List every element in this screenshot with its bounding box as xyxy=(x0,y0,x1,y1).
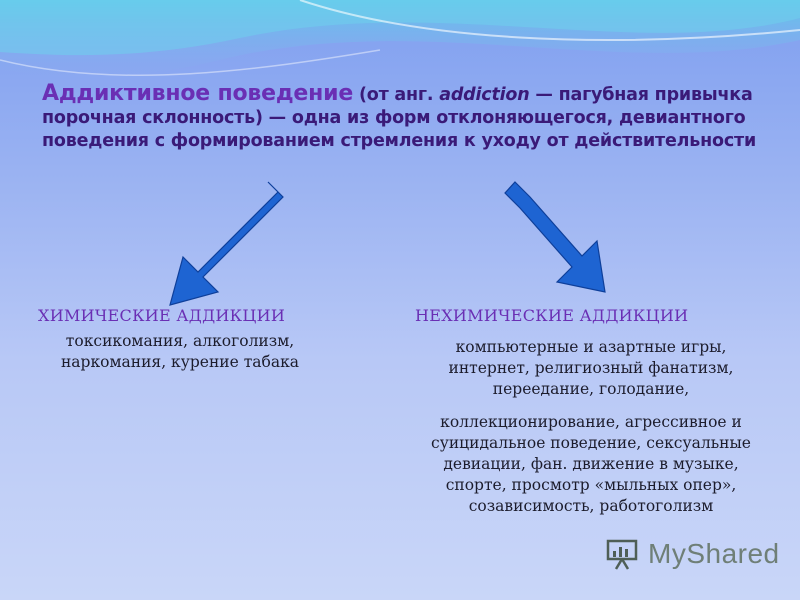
myshared-logo xyxy=(606,534,780,574)
title-def-word: addiction xyxy=(439,85,530,105)
nonchemical-line-5: суицидальное поведение, сексуальные xyxy=(431,434,751,452)
left-arrow xyxy=(170,182,283,305)
nonchemical-line-1: компьютерные и азартные игры, xyxy=(455,338,727,356)
logo-text: MyShared xyxy=(648,538,780,569)
nonchemical-line-4: коллекционирование, агрессивное и xyxy=(440,413,742,431)
nonchemical-addictions-list xyxy=(396,337,786,517)
chemical-line-1: токсикомания, алкоголизм, xyxy=(65,332,295,350)
presentation-board-icon xyxy=(606,537,640,571)
nonchemical-line-8: созависимость, работоголизм xyxy=(468,497,714,515)
chemical-addictions-list xyxy=(30,331,330,373)
nonchemical-line-7: спорте, просмотр «мыльных опер», xyxy=(445,476,737,494)
nonchemical-line-3: переедание, голодание, xyxy=(492,380,690,398)
chemical-line-2: наркомания, курение табака xyxy=(60,353,300,371)
right-arrow xyxy=(505,182,605,292)
chemical-addictions-heading: ХИМИЧЕСКИЕ АДДИКЦИИ xyxy=(38,306,286,325)
definition-title xyxy=(42,82,762,153)
nonchemical-addictions-heading: НЕХИМИЧЕСКИЕ АДДИКЦИИ xyxy=(415,306,689,325)
branch-arrows xyxy=(0,170,800,310)
title-def-open: (от анг. xyxy=(353,85,440,105)
nonchemical-line-2: интернет, религиозный фанатизм, xyxy=(448,359,734,377)
nonchemical-line-6: девиации, фан. движение в музыке, xyxy=(443,455,739,473)
title-term: Аддиктивное поведение xyxy=(42,81,354,106)
title-def-rest: — пагубная привычка порочная склонность) — одна из форм отклоняющегося, девиантного поведения с формированием стремления к уходу от действительности xyxy=(42,85,757,151)
